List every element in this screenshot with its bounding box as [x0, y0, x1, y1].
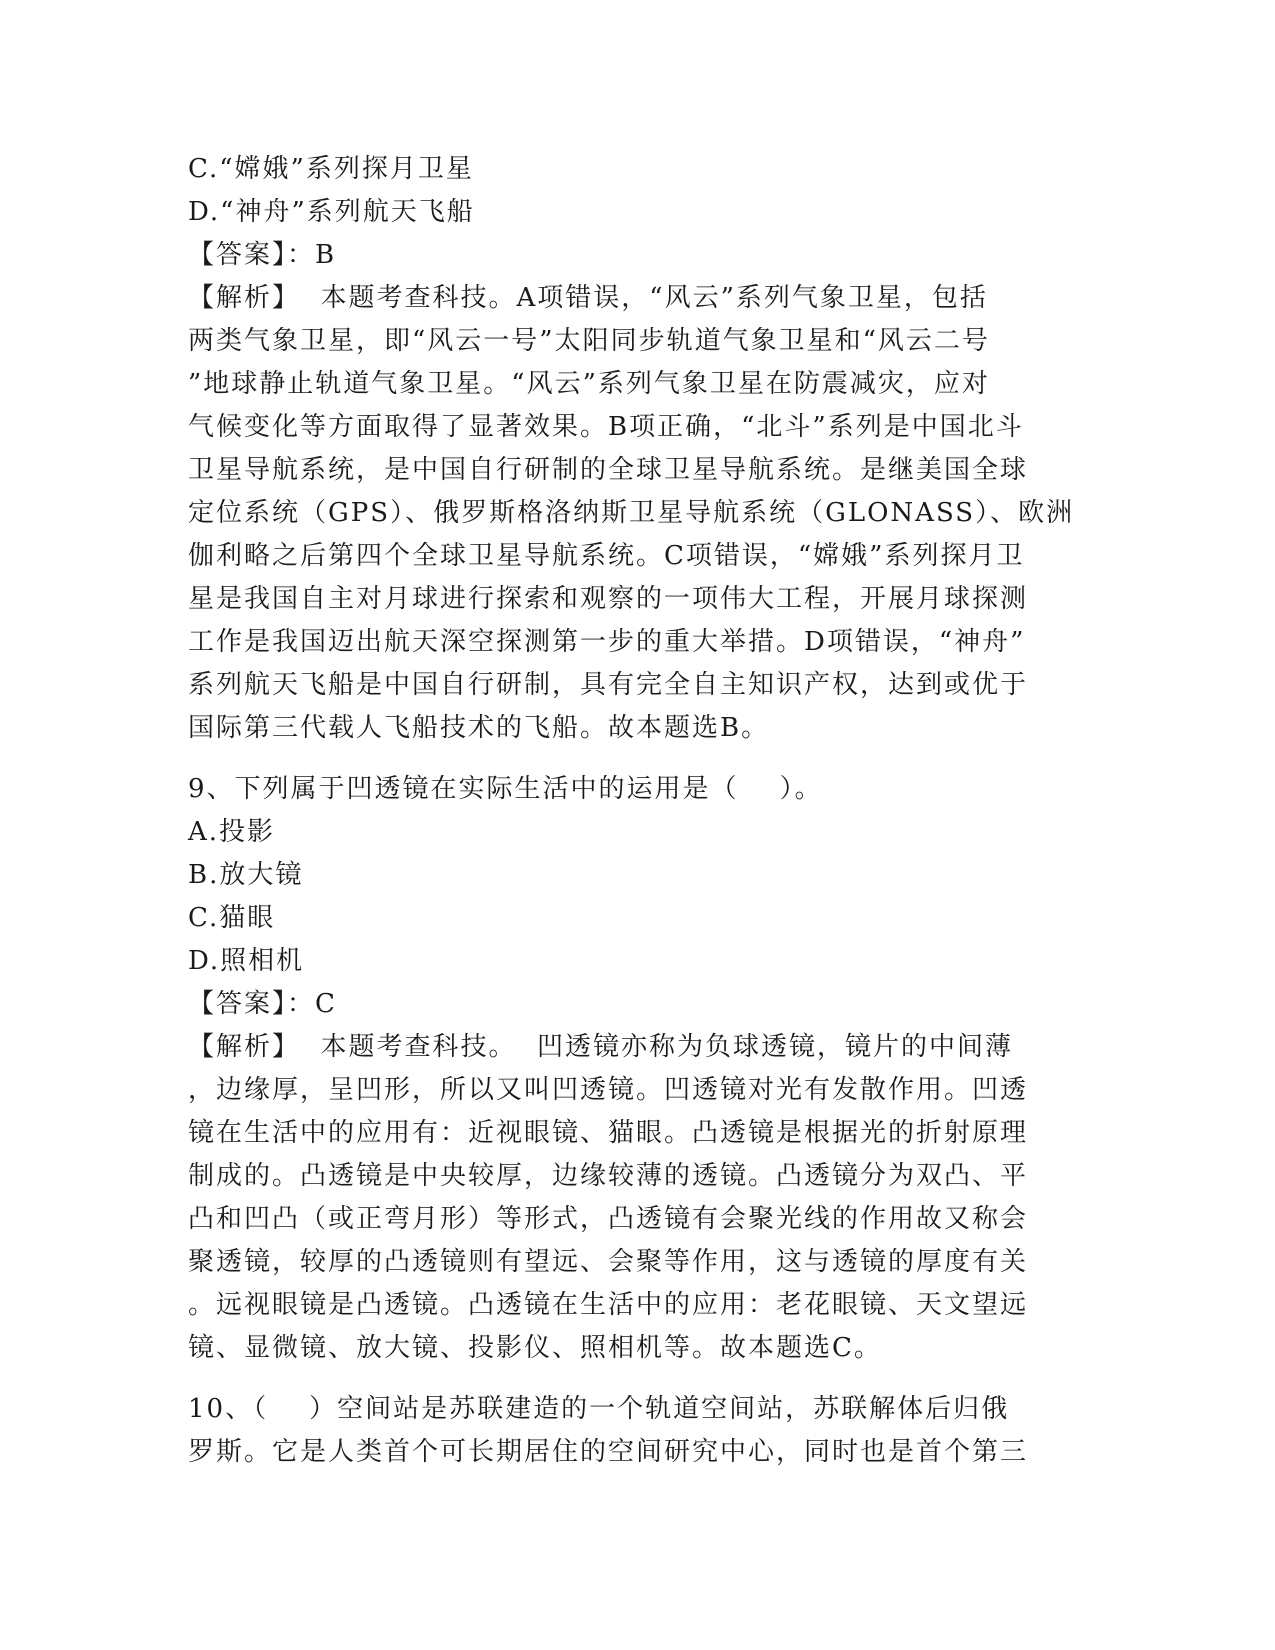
analysis-line: 伽利略之后第四个全球卫星导航系统。C项错误，“嫦娥”系列探月卫	[188, 541, 1025, 571]
document-page	[188, 148, 1088, 1474]
q8-analysis	[188, 277, 1088, 750]
analysis-line: 制成的。凸透镜是中央较厚，边缘较薄的透镜。凸透镜分为双凸、平	[188, 1161, 1029, 1191]
q9-option-a: A.投影	[188, 817, 276, 847]
q9-option-d: D.照相机	[188, 946, 305, 976]
analysis-line: 。远视眼镜是凸透镜。凸透镜在生活中的应用：老花眼镜、天文望远	[188, 1290, 1029, 1320]
analysis-line: 【解析】 本题考查科技。 凹透镜亦称为负球透镜，镜片的中间薄	[188, 1032, 1014, 1062]
analysis-line: 凸和凹凸（或正弯月形）等形式，凸透镜有会聚光线的作用故又称会	[188, 1204, 1029, 1234]
analysis-line: ，边缘厚，呈凹形，所以又叫凹透镜。凹透镜对光有发散作用。凹透	[188, 1075, 1029, 1105]
q9-question: 9、下列属于凹透镜在实际生活中的运用是（ ）。	[188, 774, 823, 804]
paragraph-gap	[188, 1370, 1088, 1388]
paragraph-gap	[188, 750, 1088, 768]
q8-option-c: C.“嫦娥”系列探月卫星	[188, 154, 474, 184]
q8-answer: 【答案】：B	[188, 240, 337, 270]
q9-answer: 【答案】：C	[188, 989, 337, 1019]
analysis-line: 镜在生活中的应用有：近视眼镜、猫眼。凸透镜是根据光的折射原理	[188, 1118, 1029, 1148]
analysis-line: 气候变化等方面取得了显著效果。B项正确，“北斗”系列是中国北斗	[188, 412, 1024, 442]
analysis-line: 工作是我国迈出航天深空探测第一步的重大举措。D项错误，“神舟”	[188, 627, 1026, 657]
q9-analysis	[188, 1026, 1088, 1370]
q8-option-d: D.“神舟”系列航天飞船	[188, 197, 475, 227]
q10-question	[188, 1388, 1088, 1474]
q9-option-b: B.放大镜	[188, 860, 304, 890]
analysis-line: 星是我国自主对月球进行探索和观察的一项伟大工程，开展月球探测	[188, 584, 1029, 614]
analysis-line: 镜、显微镜、放大镜、投影仪、照相机等。故本题选C。	[188, 1333, 882, 1363]
analysis-line: ”地球静止轨道气象卫星。“风云”系列气象卫星在防震减灾，应对	[188, 369, 990, 399]
analysis-line: 【解析】 本题考查科技。A项错误，“风云”系列气象卫星，包括	[188, 283, 988, 313]
q9-option-c: C.猫眼	[188, 903, 276, 933]
analysis-line: 定位系统（GPS）、俄罗斯格洛纳斯卫星导航系统（GLONASS）、欧洲	[188, 498, 1075, 528]
question-line: 罗斯。它是人类首个可长期居住的空间研究中心，同时也是首个第三	[188, 1437, 1029, 1467]
analysis-line: 系列航天飞船是中国自行研制，具有完全自主知识产权，达到或优于	[188, 670, 1029, 700]
analysis-line: 两类气象卫星，即“风云一号”太阳同步轨道气象卫星和“风云二号	[188, 326, 990, 356]
analysis-line: 卫星导航系统，是中国自行研制的全球卫星导航系统。是继美国全球	[188, 455, 1029, 485]
question-line: 10、（ ）空间站是苏联建造的一个轨道空间站，苏联解体后归俄	[188, 1394, 1010, 1424]
analysis-line: 聚透镜，较厚的凸透镜则有望远、会聚等作用，这与透镜的厚度有关	[188, 1247, 1029, 1277]
analysis-line: 国际第三代载人飞船技术的飞船。故本题选B。	[188, 713, 770, 743]
